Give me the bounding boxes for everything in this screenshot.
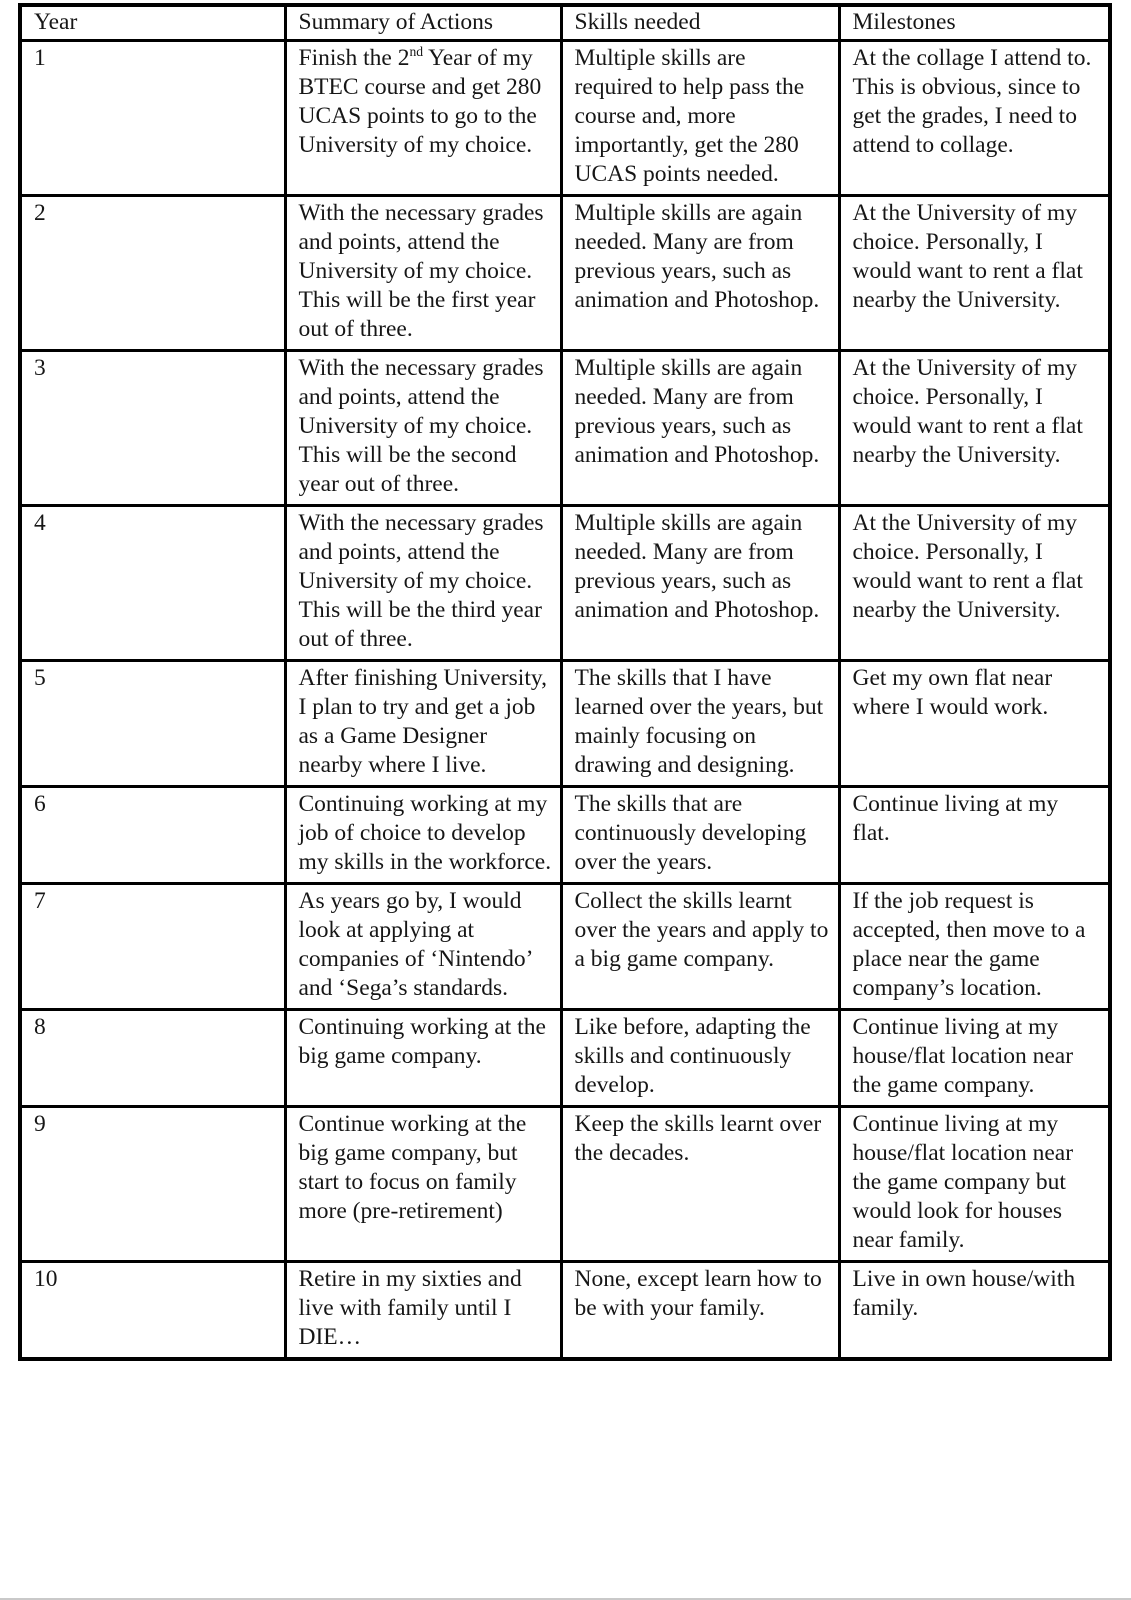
year-cell: 9 xyxy=(20,1107,285,1262)
skills-cell: Multiple skills are again needed. Many are from previous years, such as animation and Photoshop. xyxy=(561,196,839,351)
table-row-year-10 xyxy=(20,1262,1110,1360)
milestones-cell: If the job request is accepted, then move to a place near the game company’s location. xyxy=(839,884,1110,1010)
table-row-year-2 xyxy=(20,196,1110,351)
ten-year-plan-table xyxy=(18,3,1112,1361)
summary-cell xyxy=(285,41,561,196)
col-header-year: Year xyxy=(20,5,285,41)
milestones-cell: At the University of my choice. Personally, I would want to rent a flat nearby the University. xyxy=(839,196,1110,351)
summary-cell: Continuing working at the big game company. xyxy=(285,1010,561,1107)
summary-text: Finish the 2 xyxy=(298,45,410,71)
summary-cell: Retire in my sixties and live with family until I DIE… xyxy=(285,1262,561,1360)
milestones-cell: Continue living at my house/flat location near the game company but would look for houses near family. xyxy=(839,1107,1110,1262)
table-row-year-8 xyxy=(20,1010,1110,1107)
summary-cell: Continue working at the big game company, but start to focus on family more (pre-retirement) xyxy=(285,1107,561,1262)
year-cell: 3 xyxy=(20,351,285,506)
col-header-summary: Summary of Actions xyxy=(285,5,561,41)
skills-cell: Collect the skills learnt over the years and apply to a big game company. xyxy=(561,884,839,1010)
year-cell: 10 xyxy=(20,1262,285,1360)
col-header-milestones: Milestones xyxy=(839,5,1110,41)
col-header-skills: Skills needed xyxy=(561,5,839,41)
milestones-cell: At the University of my choice. Personally, I would want to rent a flat nearby the University. xyxy=(839,351,1110,506)
skills-cell: Multiple skills are again needed. Many are from previous years, such as animation and Photoshop. xyxy=(561,351,839,506)
table-row-year-4 xyxy=(20,506,1110,661)
year-cell: 2 xyxy=(20,196,285,351)
summary-cell: With the necessary grades and points, attend the University of my choice. This will be the second year out of three. xyxy=(285,351,561,506)
table-row-year-5 xyxy=(20,661,1110,787)
table-row-year-3 xyxy=(20,351,1110,506)
summary-cell: After finishing University, I plan to try and get a job as a Game Designer nearby where I live. xyxy=(285,661,561,787)
year-cell: 5 xyxy=(20,661,285,787)
year-cell: 6 xyxy=(20,787,285,884)
skills-cell: Multiple skills are again needed. Many are from previous years, such as animation and Photoshop. xyxy=(561,506,839,661)
summary-cell: As years go by, I would look at applying at companies of ‘Nintendo’ and ‘Sega’s standards. xyxy=(285,884,561,1010)
ordinal-superscript: nd xyxy=(409,44,424,60)
header-row xyxy=(20,5,1110,41)
skills-cell: The skills that I have learned over the years, but mainly focusing on drawing and designing. xyxy=(561,661,839,787)
milestones-cell: At the collage I attend to. This is obvious, since to get the grades, I need to attend to collage. xyxy=(839,41,1110,196)
table-row-year-9 xyxy=(20,1107,1110,1262)
summary-text: Year of my BTEC course and get 280 UCAS points to go to the University of my choice. xyxy=(298,45,542,158)
summary-cell: Continuing working at my job of choice to develop my skills in the workforce. xyxy=(285,787,561,884)
milestones-cell: Continue living at my house/flat location near the game company. xyxy=(839,1010,1110,1107)
summary-cell: With the necessary grades and points, attend the University of my choice. This will be the third year out of three. xyxy=(285,506,561,661)
year-cell: 8 xyxy=(20,1010,285,1107)
skills-cell: None, except learn how to be with your family. xyxy=(561,1262,839,1360)
table-row-year-6 xyxy=(20,787,1110,884)
milestones-cell: Live in own house/with family. xyxy=(839,1262,1110,1360)
milestones-cell: Continue living at my flat. xyxy=(839,787,1110,884)
table-row-year-7 xyxy=(20,884,1110,1010)
skills-cell: Keep the skills learnt over the decades. xyxy=(561,1107,839,1262)
milestones-cell: Get my own flat near where I would work. xyxy=(839,661,1110,787)
summary-cell: With the necessary grades and points, attend the University of my choice. This will be the first year out of three. xyxy=(285,196,561,351)
year-cell: 1 xyxy=(20,41,285,196)
table-row-year-1 xyxy=(20,41,1110,196)
skills-cell: The skills that are continuously developing over the years. xyxy=(561,787,839,884)
year-cell: 7 xyxy=(20,884,285,1010)
skills-cell: Like before, adapting the skills and continuously develop. xyxy=(561,1010,839,1107)
skills-cell: Multiple skills are required to help pass the course and, more importantly, get the 280 UCAS points needed. xyxy=(561,41,839,196)
year-cell: 4 xyxy=(20,506,285,661)
milestones-cell: At the University of my choice. Personally, I would want to rent a flat nearby the University. xyxy=(839,506,1110,661)
